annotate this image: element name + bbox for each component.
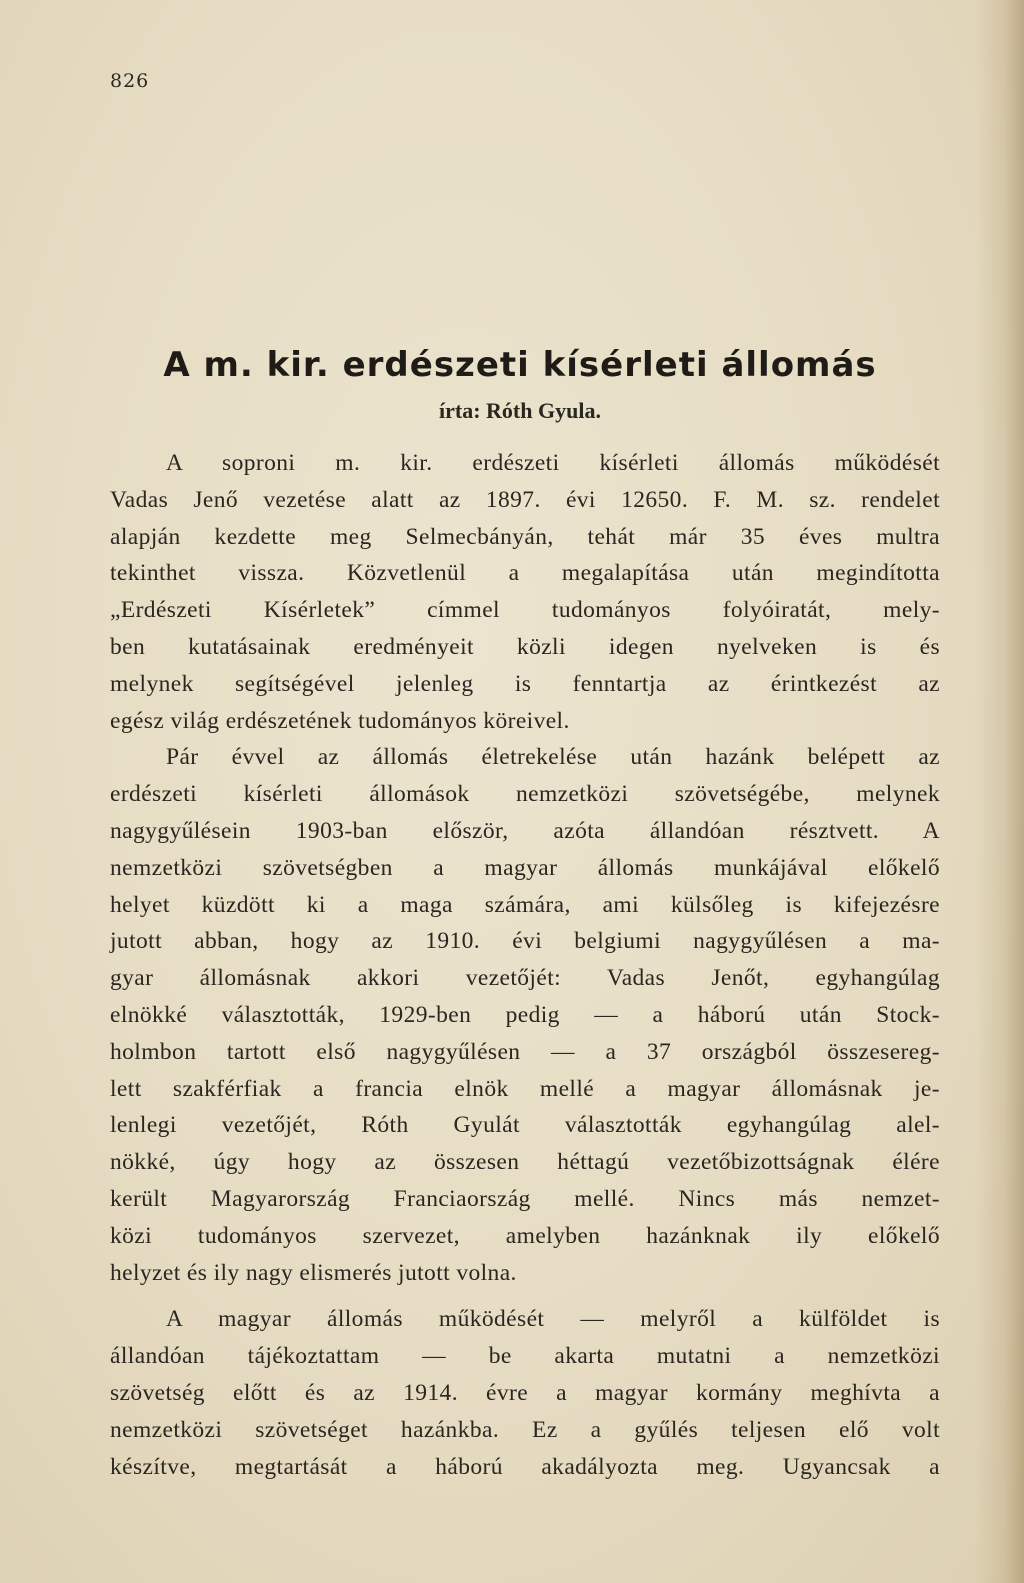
text-line: „Erdészeti Kísérletek” címmel tudományos folyóiratát, mely- — [110, 597, 940, 624]
text-line: készítve, megtartását a háború akadályozta meg. Ugyancsak a — [110, 1453, 940, 1480]
text-line: Pár évvel az állomás életrekelése után hazánk belépett az — [166, 744, 940, 771]
text-line: gyar állomásnak akkori vezetőjét: Vadas Jenőt, egyhangúlag — [110, 965, 940, 992]
text-line: nökké, úgy hogy az összesen héttagú vezetőbizottságnak élére — [110, 1149, 940, 1176]
text-line: A magyar állomás működését — melyről a külföldet is — [166, 1306, 940, 1333]
text-line: Vadas Jenő vezetése alatt az 1897. évi 12650. F. M. sz. rendelet — [110, 486, 940, 513]
text-line: erdészeti kísérleti állomások nemzetközi szövetségébe, melynek — [110, 781, 940, 808]
paragraph-1 — [110, 445, 940, 739]
text-line: nagygyűlésein 1903-ban először, azóta állandóan résztvett. A — [110, 817, 940, 844]
text-line: lenlegi vezetőjét, Róth Gyulát választották egyhangúlag alel- — [110, 1112, 940, 1139]
text-line: lett szakférfiak a francia elnök mellé a magyar állomásnak je- — [110, 1075, 940, 1102]
paragraph-gap — [110, 1291, 940, 1301]
text-line: állandóan tájékoztattam — be akarta mutatni a nemzetközi — [110, 1343, 940, 1370]
text-line: közi tudományos szervezet, amelyben hazánknak ily előkelő — [110, 1222, 940, 1249]
paragraph-3 — [110, 1301, 940, 1485]
text-line: tekinthet vissza. Közvetlenül a megalapítása után megindította — [110, 560, 940, 587]
text-line: elnökké választották, 1929-ben pedig — a háború után Stock- — [110, 1001, 940, 1028]
text-line: nemzetközi szövetséget hazánkba. Ez a gyűlés teljesen elő volt — [110, 1416, 940, 1443]
text-line: ben kutatásainak eredményeit közli idegen nyelveken is és — [110, 633, 940, 660]
text-line: helyet küzdött ki a maga számára, ami külsőleg is kifejezésre — [110, 891, 940, 918]
article-title: A m. kir. erdészeti kísérleti állomás — [163, 345, 877, 385]
text-line: holmbon tartott első nagygyűlésen — a 37 országból összesereg- — [110, 1038, 940, 1065]
text-line: jutott abban, hogy az 1910. évi belgiumi nagygyűlésen a ma- — [110, 928, 940, 955]
page-edge-shadow — [976, 0, 1024, 1583]
text-line: melynek segítségével jelenleg is fenntartja az érintkezést az — [110, 670, 940, 697]
article-author: írta: Róth Gyula. — [439, 398, 601, 423]
text-line: került Magyarország Franciaország mellé. Nincs más nemzet- — [110, 1185, 940, 1212]
text-line: A soproni m. kir. erdészeti kísérleti állomás működését — [166, 450, 940, 476]
page-number: 826 — [110, 70, 150, 92]
text-line: alapján kezdette meg Selmecbányán, tehát már 35 éves multra — [110, 523, 940, 550]
text-line: helyzet és ily nagy elismerés jutott volna. — [110, 1259, 517, 1286]
text-line: nemzetközi szövetségben a magyar állomás munkájával előkelő — [110, 854, 940, 881]
text-line: egész világ erdészetének tudományos köreivel. — [110, 707, 570, 734]
text-line: szövetség előtt és az 1914. évre a magyar kormány meghívta a — [110, 1379, 940, 1406]
article-body — [110, 445, 940, 1485]
paragraph-2 — [110, 739, 940, 1291]
